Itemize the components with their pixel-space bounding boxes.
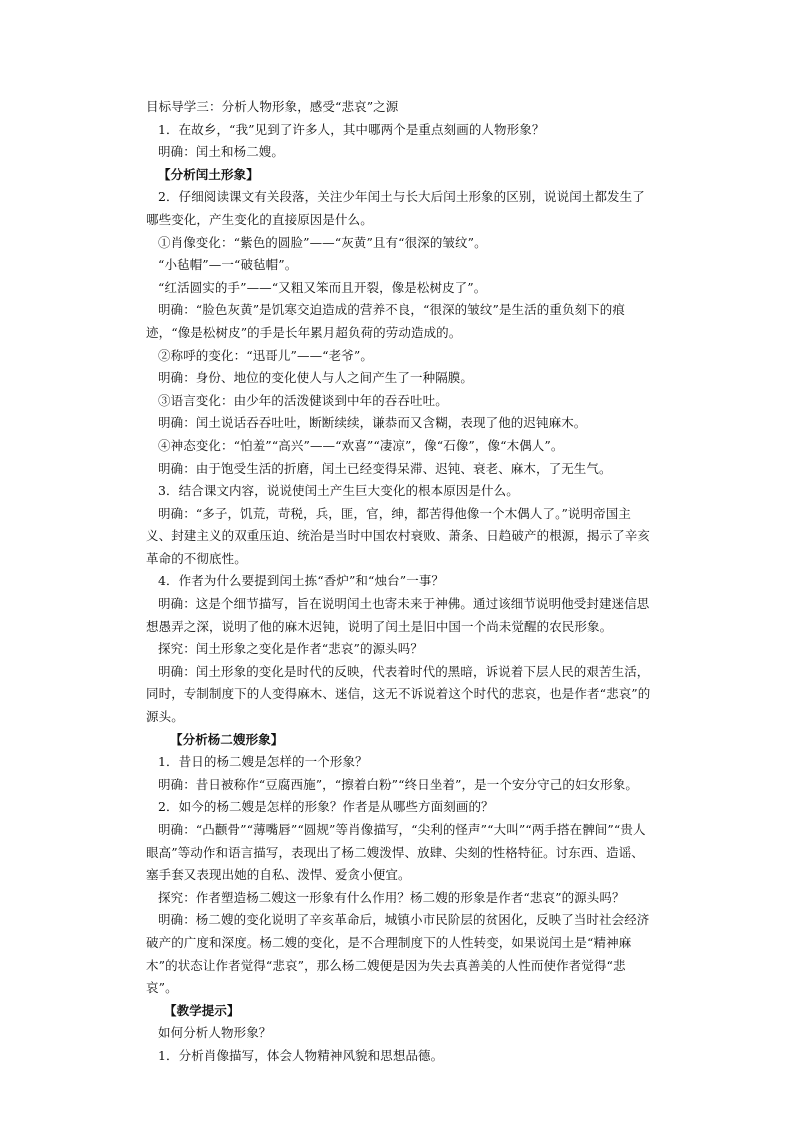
subheading-runtu: 【分析闰土形象】 (158, 166, 259, 182)
answer-4: 明确：这是个细节描写，旨在说明闰土也寄未来于神佛。通过该细节说明他受封建迷信思想愚弄之深，说明了他的麻木迟钝，说明了闰土是旧中国一个尚未觉醒的农民形象。 (146, 596, 650, 634)
question-yang-1: 1．昔日的杨二嫂是怎样的一个形象？ (158, 754, 368, 770)
address-change: ②称呼的变化：“迅哥儿”——“老爷”。 (158, 347, 373, 363)
tips-question: 如何分析人物形象？ (158, 1025, 272, 1041)
document-page (146, 96, 656, 1068)
answer-portrait: 明确：“脸色灰黄”是饥寒交迫造成的营养不良，“很深的皱纹”是生活的重负刻下的痕迹，“像是松树皮”的手是长年累月超负荷的劳动造成的。 (146, 302, 625, 340)
question-2: 2．仔细阅读课文有关段落，关注少年闰土与长大后闰土形象的区别，说说闰土都发生了哪些变化，产生变化的直接原因是什么。 (146, 189, 645, 227)
explore-runtu: 探究：闰土形象之变化是作者“悲哀”的源头吗？ (158, 641, 423, 657)
answer-explore-yang: 明确：杨二嫂的变化说明了辛亥革命后，城镇小市民阶层的贫困化，反映了当时社会经济破产的广度和深度。杨二嫂的变化，是不合理制度下的人性转变，如果说闰土是“精神麻木”的状态让作者觉得“悲哀”，那么杨二嫂便是因为失去真善美的人性而使作者觉得“悲哀”。 (146, 912, 650, 996)
hand-change: “红活圆实的手”——“又粗又笨而且开裂，像是松树皮了”。 (158, 279, 487, 295)
question-yang-2: 2．如今的杨二嫂是怎样的形象？作者是从哪些方面刻画的？ (158, 799, 494, 815)
answer-yang-2: 明确：“凸颧骨”“薄嘴唇”“圆规”等肖像描写，“尖利的怪声”“大叫”“两手搭在髀间”“贵人眼高”等动作和语言描写，表现出了杨二嫂泼悍、放肆、尖刻的性格特征。讨东西、造谣、塞手套又表现出她的自私、泼悍、爱贪小便宜。 (146, 822, 646, 883)
answer-expression: 明确：由于饱受生活的折磨，闰土已经变得呆滞、迟钝、衰老、麻木，了无生气。 (158, 460, 612, 476)
answer-address: 明确：身份、地位的变化使人与人之间产生了一种隔膜。 (158, 370, 474, 386)
section-heading-goal-three: 目标导学三：分析人物形象，感受“悲哀”之源 (146, 99, 399, 114)
answer-yang-1: 明确：昔日被称作“豆腐西施”，“擦着白粉”“终日坐着”，是一个安分守己的妇女形象。 (158, 776, 638, 792)
question-3: 3．结合课文内容，说说使闰土产生巨大变化的根本原因是什么。 (158, 483, 519, 499)
explore-yang: 探究：作者塑造杨二嫂这一形象有什么作用？杨二嫂的形象是作者“悲哀”的源头吗？ (158, 889, 625, 905)
question-4: 4．作者为什么要提到闰土拣“香炉”和“烛台”一事？ (158, 573, 445, 589)
tips-item-1: 1．分析肖像描写，体会人物精神风貌和思想品德。 (158, 1047, 444, 1063)
language-change: ③语言变化：由少年的活泼健谈到中年的吞吞吐吐。 (158, 392, 448, 408)
answer-language: 明确：闰土说话吞吞吐吐，断断续续，谦恭而又含糊，表现了他的迟钝麻木。 (158, 415, 587, 431)
hat-change: “小毡帽”—一“破毡帽”。 (158, 257, 298, 273)
question-1: 1．在故乡，“我”见到了许多人，其中哪两个是重点刻画的人物形象？ (158, 121, 545, 137)
portrait-change: ①肖像变化：“紫色的圆脸”——“灰黄”且有“很深的皱纹”。 (158, 234, 487, 250)
answer-1: 明确：闰土和杨二嫂。 (158, 144, 285, 160)
subheading-yang-ersao: 【分析杨二嫂形象】 (170, 731, 284, 747)
answer-3: 明确：“多子，饥荒，苛税，兵，匪，官，绅，都苦得他像一个木偶人了。”说明帝国主义、封建主义的双重压迫、统治是当时中国农村衰败、萧条、日趋破产的根源，揭示了辛亥革命的不彻底性。 (146, 505, 651, 566)
subheading-teaching-tips: 【教学提示】 (164, 1002, 240, 1018)
expression-change: ④神态变化：“怕羞”“高兴”——“欢喜”“凄凉”，像“石像”，像“木偶人”。 (158, 437, 564, 453)
answer-explore-runtu: 明确：闰土形象的变化是时代的反映，代表着时代的黑暗，诉说着下层人民的艰苦生活，同时，专制制度下的人变得麻木、迷信，这无不诉说着这个时代的悲哀，也是作者“悲哀”的源头。 (146, 663, 651, 725)
